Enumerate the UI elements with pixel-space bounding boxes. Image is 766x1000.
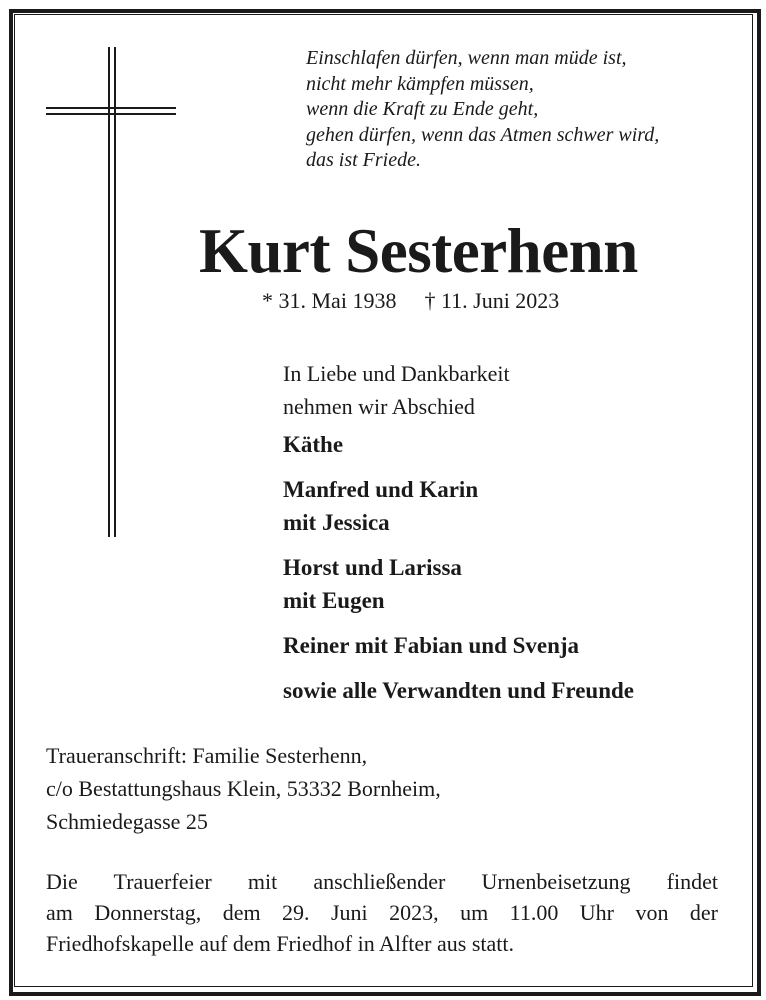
cross-icon <box>46 47 178 537</box>
mourner-group <box>283 674 634 707</box>
mourner-line: Reiner mit Fabian und Svenja <box>283 633 580 658</box>
poem <box>306 46 746 174</box>
address-line: Schmiedegasse 25 <box>46 809 208 834</box>
poem-line: das ist Friede. <box>306 149 421 171</box>
mourner-group <box>283 473 634 539</box>
poem-line: Einschlafen dürfen, wenn man müde ist, <box>306 47 627 69</box>
mourner-group <box>283 551 634 617</box>
mourning-address <box>46 739 441 838</box>
ceremony-notice <box>46 866 718 959</box>
mourner-line: Käthe <box>283 432 344 457</box>
address-line: c/o Bestattungshaus Klein, 53332 Bornheim, <box>46 776 441 801</box>
mourner-line: mit Eugen <box>283 588 385 613</box>
birth-date: * 31. Mai 1938 <box>262 288 397 313</box>
poem-line: gehen dürfen, wenn das Atmen schwer wird, <box>306 123 660 146</box>
farewell-intro <box>283 357 510 423</box>
mourner-group <box>283 428 634 461</box>
mourners-list <box>283 428 634 719</box>
deceased-name: Kurt Sesterhenn <box>199 216 638 286</box>
mourner-line: sowie alle Verwandten und Freunde <box>283 678 635 703</box>
intro-line: In Liebe und Dankbarkeit <box>283 361 510 386</box>
poem-line: nicht mehr kämpfen müssen, <box>306 72 534 95</box>
ceremony-line: Friedhofskapelle auf dem Friedhof in Alfter aus statt. <box>46 931 514 956</box>
life-dates <box>262 288 559 314</box>
address-line: Traueranschrift: Familie Sesterhenn, <box>46 743 368 768</box>
intro-line: nehmen wir Abschied <box>283 394 475 419</box>
mourner-line: Horst und Larissa <box>283 555 462 580</box>
death-date: † 11. Juni 2023 <box>424 288 560 313</box>
mourner-group <box>283 629 634 662</box>
poem-line: wenn die Kraft zu Ende geht, <box>306 98 539 120</box>
ceremony-line: am Donnerstag, dem 29. Juni 2023, um 11.00 Uhr von der <box>46 900 718 925</box>
mourner-line: Manfred und Karin <box>283 477 479 502</box>
ceremony-line: Die Trauerfeier mit anschließender Urnenbeisetzung findet <box>46 869 718 894</box>
mourner-line: mit Jessica <box>283 510 390 535</box>
